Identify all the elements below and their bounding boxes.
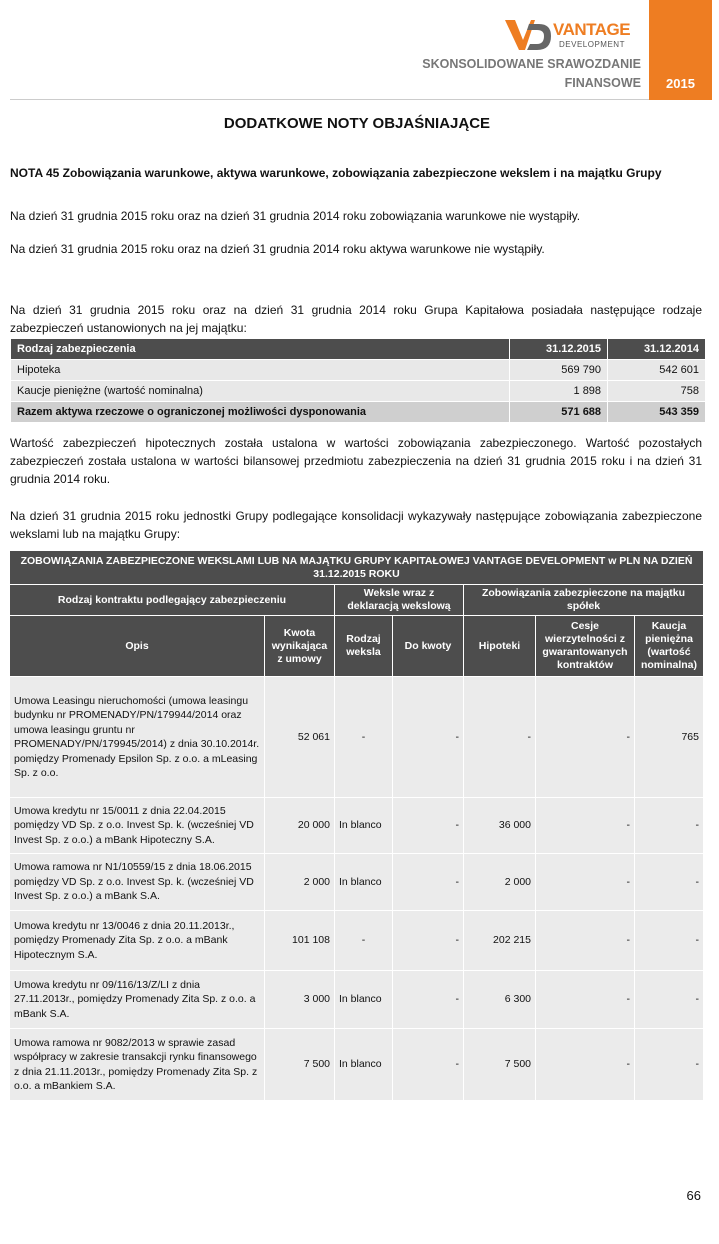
report-title-line1: SKONSOLIDOWANE SRAWOZDANIE xyxy=(422,57,641,71)
page-number: 66 xyxy=(686,1188,701,1203)
table-cell: - xyxy=(635,911,704,971)
table-cell: 2 000 xyxy=(464,854,536,911)
table-cell: - xyxy=(393,971,464,1029)
vd-logo-icon xyxy=(505,18,553,52)
table-cell: 765 xyxy=(635,677,704,798)
table-cell: 2 000 xyxy=(265,854,335,911)
page-title: DODATKOWE NOTY OBJAŚNIAJĄCE xyxy=(223,115,491,132)
note-title: NOTA 45 Zobowiązania warunkowe, aktywa warunkowe, zobowiązania zabezpieczone wekslem i na majątku Grupy xyxy=(10,166,662,180)
table-cell: In blanco xyxy=(335,1029,393,1101)
table-row xyxy=(10,854,704,911)
table-cell: - xyxy=(393,798,464,854)
table-cell: 6 300 xyxy=(464,971,536,1029)
table-cell: Hipoteka xyxy=(11,360,510,381)
table-row xyxy=(11,381,706,402)
table-cell: Umowa kredytu nr 15/0011 z dnia 22.04.2015 pomiędzy VD Sp. z o.o. Invest Sp. k. (wcześniej VD Invest Sp. z o.o.) a mBank Hipoteczny S.A. xyxy=(10,798,265,854)
table-cell: - xyxy=(393,911,464,971)
table-cell: 571 688 xyxy=(510,402,608,423)
group-header: Zobowiązania zabezpieczone na majątku spółek xyxy=(464,585,704,616)
table-title-row xyxy=(10,551,704,585)
table-cell: In blanco xyxy=(335,971,393,1029)
table-total-row xyxy=(11,402,706,423)
table-cell: In blanco xyxy=(335,798,393,854)
table-cell: - xyxy=(393,854,464,911)
table-cell: Umowa Leasingu nieruchomości (umowa leasingu budynku nr PROMENADY/PN/179944/2014 oraz umowa leasingu gruntu nr PROMENADY/PN/179945/2014) z dnia 30.10.2014r. pomiędzy Promenady Epsilon Sp. z o.o. a mLeasing Sp. z o.o. xyxy=(10,677,265,798)
table-cell: - xyxy=(464,677,536,798)
paragraph-collateral-intro: Na dzień 31 grudnia 2015 roku oraz na dzień 31 grudnia 2014 roku Grupa Kapitałowa posiadała następujące rodzaje zabezpieczeń ustanowionych na jej majątku: xyxy=(10,303,702,335)
table-cell: 7 500 xyxy=(265,1029,335,1101)
table-cell: - xyxy=(335,911,393,971)
report-title-line2: FINANSOWE xyxy=(564,76,641,90)
column-header: Cesje wierzytelności z gwarantowanych kontraktów xyxy=(536,616,635,677)
column-header: Kwota wynikająca z umowy xyxy=(265,616,335,677)
table-cell: - xyxy=(536,677,635,798)
column-header: Rodzaj zabezpieczenia xyxy=(11,339,510,360)
table-row xyxy=(10,911,704,971)
column-header: 31.12.2015 xyxy=(510,339,608,360)
table-cell: 20 000 xyxy=(265,798,335,854)
column-header: Kaucja pieniężna (wartość nominalna) xyxy=(635,616,704,677)
table-cell: 1 898 xyxy=(510,381,608,402)
table-header-row xyxy=(11,339,706,360)
table-cell: Umowa kredytu nr 09/116/13/Z/LI z dnia 27.11.2013r., pomiędzy Promenady Zita Sp. z o.o. a mBank S.A. xyxy=(10,971,265,1029)
table-cell: 3 000 xyxy=(265,971,335,1029)
table-row xyxy=(10,1029,704,1101)
table-cell: 7 500 xyxy=(464,1029,536,1101)
table-cell: 101 108 xyxy=(265,911,335,971)
column-header: Rodzaj weksla xyxy=(335,616,393,677)
paragraph-secured-intro: Na dzień 31 grudnia 2015 roku jednostki Grupy podlegające konsolidacji wykazywały następujące zobowiązania zabezpieczone wekslami lub na majątku Grupy: xyxy=(10,509,702,541)
table-cell: 758 xyxy=(608,381,706,402)
paragraph-contingent-assets: Na dzień 31 grudnia 2015 roku oraz na dzień 31 grudnia 2014 roku aktywa warunkowe nie wystąpiły. xyxy=(10,242,545,256)
table-cell: 202 215 xyxy=(464,911,536,971)
table-header-row xyxy=(10,616,704,677)
table-cell: - xyxy=(635,971,704,1029)
table-cell: 52 061 xyxy=(265,677,335,798)
column-header: Hipoteki xyxy=(464,616,536,677)
table-cell: - xyxy=(635,854,704,911)
table-cell: 542 601 xyxy=(608,360,706,381)
table-row xyxy=(10,798,704,854)
logo-wordmark: VANTAGE xyxy=(553,20,631,39)
table-cell: Umowa kredytu nr 13/0046 z dnia 20.11.2013r., pomiędzy Promenady Zita Sp. z o.o. a mBank Hipotecznym S.A. xyxy=(10,911,265,971)
group-header: Weksle wraz z deklaracją wekslową xyxy=(335,585,464,616)
logo-subtitle: DEVELOPMENT xyxy=(559,40,625,49)
table-cell: Umowa ramowa nr 9082/2013 w sprawie zasad współpracy w zakresie transakcji rynku finansowego z dnia 21.11.2013r., pomiędzy Promenady Zita Sp. z o.o. a mBankiem S.A. xyxy=(10,1029,265,1101)
table-cell: - xyxy=(635,798,704,854)
paragraph-contingent-liabilities: Na dzień 31 grudnia 2015 roku oraz na dzień 31 grudnia 2014 roku zobowiązania warunkowe nie wystąpiły. xyxy=(10,209,581,223)
company-logo xyxy=(505,18,645,52)
table-cell: 569 790 xyxy=(510,360,608,381)
table-row xyxy=(10,677,704,798)
table-group-header-row xyxy=(10,585,704,616)
table-cell: - xyxy=(536,1029,635,1101)
header-divider xyxy=(10,99,649,100)
table-cell: Umowa ramowa nr N1/10559/15 z dnia 18.06.2015 pomiędzy VD Sp. z o.o. Invest Sp. k. (wcześniej VD Invest Sp. z o.o.) a mBank S.A. xyxy=(10,854,265,911)
table-row xyxy=(11,360,706,381)
table-cell: - xyxy=(536,971,635,1029)
table-cell: - xyxy=(393,677,464,798)
collateral-table xyxy=(10,338,706,423)
table-cell: - xyxy=(335,677,393,798)
table-row xyxy=(10,971,704,1029)
table-cell: - xyxy=(536,854,635,911)
table-cell: - xyxy=(635,1029,704,1101)
secured-liabilities-table xyxy=(9,550,704,1101)
table-title: ZOBOWIĄZANIA ZABEZPIECZONE WEKSLAMI LUB NA MAJĄTKU GRUPY KAPITAŁOWEJ VANTAGE DEVELOPMENT w PLN NA DZIEŃ 31.12.2015 ROKU xyxy=(10,551,704,585)
table-cell: 36 000 xyxy=(464,798,536,854)
report-year: 2015 xyxy=(666,76,695,91)
column-header: 31.12.2014 xyxy=(608,339,706,360)
table-cell: - xyxy=(536,911,635,971)
column-header: Do kwoty xyxy=(393,616,464,677)
table-cell: Razem aktywa rzeczowe o ograniczonej możliwości dysponowania xyxy=(11,402,510,423)
table-cell: - xyxy=(536,798,635,854)
paragraph-valuation: Wartość zabezpieczeń hipotecznych została ustalona w wartości zobowiązania zabezpieczonego. Wartość pozostałych zabezpieczeń została ustalona w wartości bilansowej przedmiotu zabezpieczenia na dzień 31 grudnia 2015 roku i na dzień 31 grudnia 2014 roku. xyxy=(10,436,702,486)
column-header: Opis xyxy=(10,616,265,677)
table-cell: Kaucje pieniężne (wartość nominalna) xyxy=(11,381,510,402)
table-cell: In blanco xyxy=(335,854,393,911)
table-cell: 543 359 xyxy=(608,402,706,423)
table-cell: - xyxy=(393,1029,464,1101)
group-header: Rodzaj kontraktu podlegający zabezpieczeniu xyxy=(10,585,335,616)
